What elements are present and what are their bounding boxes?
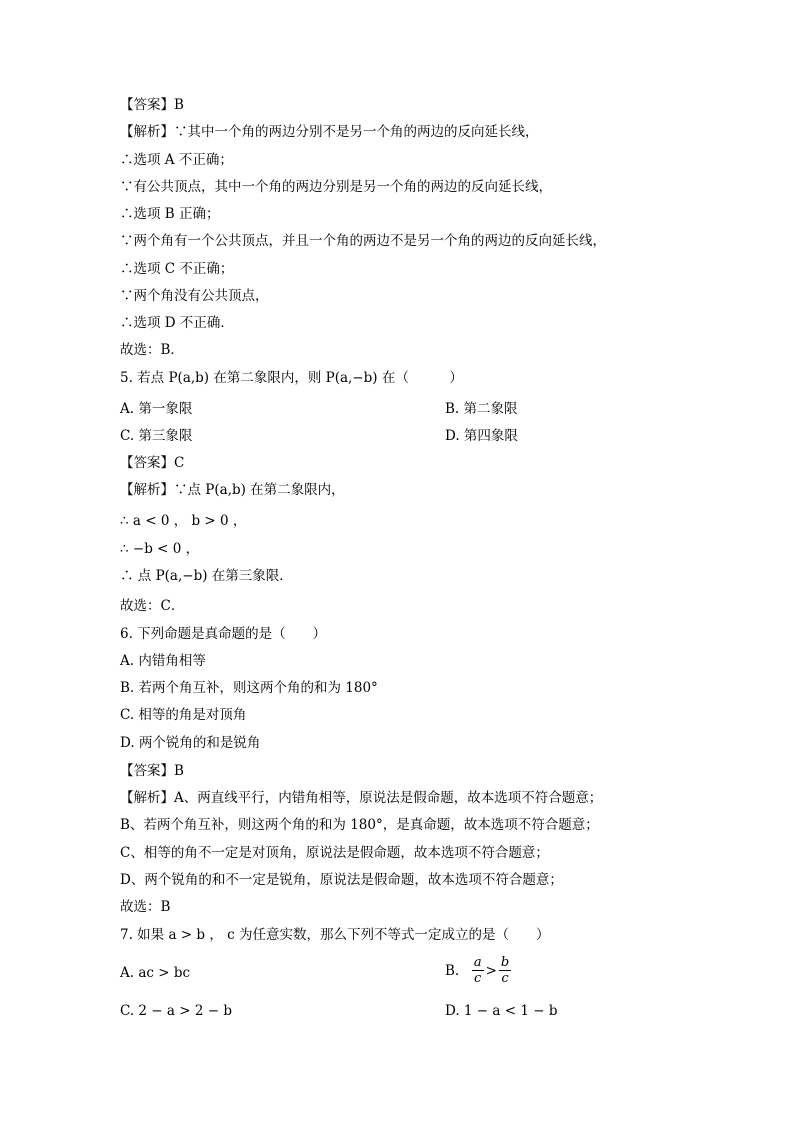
text-line: ∴ −b < 0 ， bbox=[120, 541, 200, 557]
fraction-denominator: c bbox=[501, 971, 509, 986]
text-line: D、两个锐角的和不一定是锐角，原说法是假命题，故本选项不符合题意； bbox=[120, 872, 563, 888]
fraction-numerator: b bbox=[500, 955, 510, 970]
text-line: B、若两个角互补，则这两个角的和为 180°，是真命题，故本选项不符合题意； bbox=[120, 817, 599, 833]
text-line: 故选：B． bbox=[120, 342, 184, 358]
fraction-numerator: a bbox=[473, 955, 482, 970]
text-line: D. 两个锐角的和是锐角 bbox=[120, 735, 261, 751]
text-line: ∵两个角没有公共顶点， bbox=[120, 288, 269, 304]
option-right: D. 1 − a < 1 − b bbox=[445, 1003, 558, 1019]
text-line: 【解析】A、两直线平行，内错角相等，原说法是假命题，故本选项不符合题意； bbox=[120, 790, 603, 806]
text-line: C、相等的角不一定是对顶角，原说法是假命题，故本选项不符合题意； bbox=[120, 845, 549, 861]
option-label: B. bbox=[445, 962, 460, 979]
text-line: ∴选项 B 正确； bbox=[120, 206, 220, 222]
text-line: B. 若两个角互补，则这两个角的和为 180° bbox=[120, 680, 378, 696]
text-line: A. 内错角相等 bbox=[120, 653, 206, 669]
text-line: C. 第三象限 bbox=[120, 428, 193, 444]
option-right: D. 第四象限 bbox=[445, 428, 518, 444]
text-line: ∴选项 D 不正确． bbox=[120, 315, 234, 331]
text-line: 【答案】B bbox=[120, 763, 184, 779]
text-line: ∴ 点 P(a,−b) 在第三象限． bbox=[120, 568, 293, 584]
text-line: 【答案】C bbox=[120, 455, 185, 471]
text-line: C. 2 − a > 2 − b bbox=[120, 1003, 232, 1019]
text-line: 【答案】B bbox=[120, 97, 184, 113]
option-right: B. 第二象限 bbox=[445, 401, 518, 417]
text-line: ∵有公共顶点，其中一个角的两边分别是另一个角的两边的反向延长线， bbox=[120, 179, 552, 195]
text-line: 【解析】∵点 P(a,b) 在第二象限内， bbox=[120, 482, 345, 498]
fraction-left bbox=[472, 955, 484, 986]
operator: > bbox=[485, 962, 497, 979]
text-line: 故选：C． bbox=[120, 598, 185, 614]
q7-option-b bbox=[445, 955, 511, 986]
text-line: A. 第一象限 bbox=[120, 401, 193, 417]
text-line: C. 相等的角是对顶角 bbox=[120, 707, 247, 723]
text-line: ∴选项 C 不正确； bbox=[120, 261, 234, 277]
fraction-denominator: c bbox=[474, 971, 482, 986]
text-line: 7. 如果 a > b ， c 为任意实数，那么下列不等式一定成立的是（ ） bbox=[120, 927, 550, 943]
text-line: 5. 若点 P(a,b) 在第二象限内，则 P(a,−b) 在（ ） bbox=[120, 370, 463, 386]
text-line: 6. 下列命题是真命题的是（ ） bbox=[120, 626, 327, 642]
text-line: ∴选项 A 不正确； bbox=[120, 152, 233, 168]
text-line: A. ac > bc bbox=[120, 965, 191, 981]
fraction-right bbox=[499, 955, 511, 986]
text-line: ∵两个角有一个公共顶点，并且一个角的两边不是另一个角的两边的反向延长线， bbox=[120, 233, 606, 249]
text-line: 故选：B bbox=[120, 899, 171, 915]
text-line: ∴ a < 0 ， b > 0 ， bbox=[120, 513, 247, 529]
text-line: 【解析】∵其中一个角的两边分别不是另一个角的两边的反向延长线， bbox=[120, 124, 539, 140]
